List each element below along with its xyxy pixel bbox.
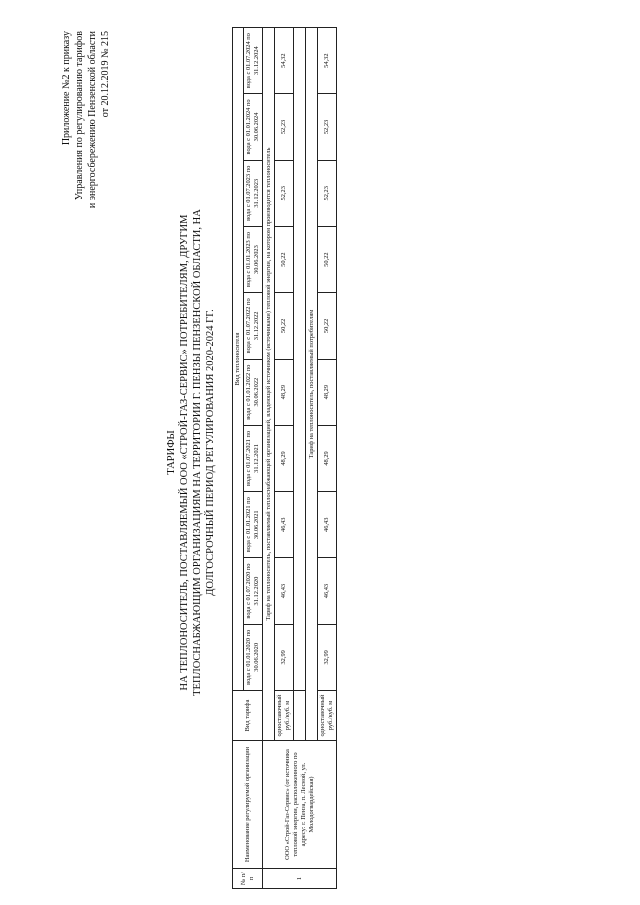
- org-name: ООО «Строй-Газ-Сервис» (от источника тепловой энергии, расположенного по адресу: г. Пенза, п. Лесной, ул. Молодогвардейская): [263, 741, 337, 869]
- value-cell: 48,29: [275, 359, 294, 425]
- value-cell: 52,23: [275, 160, 294, 226]
- value-cell: 48,29: [318, 425, 337, 491]
- period-header: вода с 01.01.2023 по 30.06.2023: [244, 226, 263, 292]
- title-line-2: НА ТЕПЛОНОСИТЕЛЬ, ПОСТАВЛЯЕМЫЙ ООО «СТРОЙ-ГАЗ-СЕРВИС» ПОТРЕБИТЕЛЯМ, ДРУГИМ: [179, 214, 190, 691]
- band-consumers: Тариф на теплоноситель, поставляемый потребителям: [306, 28, 318, 741]
- header-carrier: Вид теплоносителя: [233, 28, 244, 691]
- period-header: вода с 01.01.2021 по 30.06.2021: [244, 492, 263, 558]
- spacer-cell: [294, 28, 306, 691]
- value-cell: 48,29: [318, 359, 337, 425]
- spacer-cell: [294, 691, 306, 741]
- value-cell: 52,23: [318, 94, 337, 160]
- value-cell: 46,43: [275, 492, 294, 558]
- value-cell: 50,22: [275, 226, 294, 292]
- title-line-1: ТАРИФЫ: [166, 430, 177, 475]
- header-tariff-type: Вид тарифа: [233, 691, 263, 741]
- value-cell: 46,43: [318, 492, 337, 558]
- value-cell: 54,32: [318, 28, 337, 94]
- row-number: 1: [263, 869, 337, 889]
- tariff-type-cell: одноставочный руб./куб. м: [318, 691, 337, 741]
- appendix-line-4: от 20.12.2019 № 215: [100, 31, 111, 118]
- table-header-row: [233, 28, 244, 889]
- band-row-producer: [263, 28, 275, 889]
- tariff-type-cell: одноставочный руб./куб. м: [275, 691, 294, 741]
- period-header: вода с 01.01.2024 по 30.06.2024: [244, 94, 263, 160]
- value-cell: 32,99: [275, 624, 294, 690]
- period-header: вода с 01.01.2020 по 30.06.2020: [244, 624, 263, 690]
- value-cell: 50,22: [275, 293, 294, 359]
- period-header: вода с 01.01.2022 по 30.06.2022: [244, 359, 263, 425]
- tariffs-table: [232, 27, 337, 889]
- value-cell: 46,43: [318, 558, 337, 624]
- document-title: [165, 0, 217, 905]
- value-cell: 46,43: [275, 558, 294, 624]
- period-header: вода с 01.07.2024 по 31.12.2024: [244, 28, 263, 94]
- value-cell: 52,23: [318, 160, 337, 226]
- value-cell: 50,22: [318, 226, 337, 292]
- value-cell: 48,29: [275, 425, 294, 491]
- period-header: вода с 01.07.2023 по 31.12.2023: [244, 160, 263, 226]
- appendix-line-1: Приложение №2 к приказу: [61, 31, 72, 146]
- period-header: вода с 01.07.2021 по 31.12.2021: [244, 425, 263, 491]
- period-header: вода с 01.07.2020 по 31.12.2020: [244, 558, 263, 624]
- header-org: Наименование регулируемой организации: [233, 741, 263, 869]
- appendix-note: [60, 31, 112, 905]
- header-num: № п/п: [233, 869, 263, 889]
- appendix-line-2: Управления по регулированию тарифов: [74, 31, 85, 201]
- value-cell: 54,32: [275, 28, 294, 94]
- value-cell: 50,22: [318, 293, 337, 359]
- value-cell: 52,23: [275, 94, 294, 160]
- title-line-4: ДОЛГОСРОЧНЫЙ ПЕРИОД РЕГУЛИРОВАНИЯ 2020-2024 ГГ.: [205, 309, 216, 596]
- band-producer: Тариф на теплоноситель, поставляемый теплоснабжающей организацией, владеющей источником (источниками) тепловой энергии, на котором производится теплоноситель: [263, 28, 275, 741]
- period-header: вода с 01.07.2022 по 31.12.2022: [244, 293, 263, 359]
- value-cell: 32,99: [318, 624, 337, 690]
- appendix-line-3: и энергосбережению Пензенской области: [87, 31, 98, 209]
- title-line-3: ТЕПЛОСНАБЖАЮЩИМ ОРГАНИЗАЦИЯМ НА ТЕРРИТОРИИ Г. ПЕНЗЫ ПЕНЗЕНСКОЙ ОБЛАСТИ, НА: [192, 209, 203, 696]
